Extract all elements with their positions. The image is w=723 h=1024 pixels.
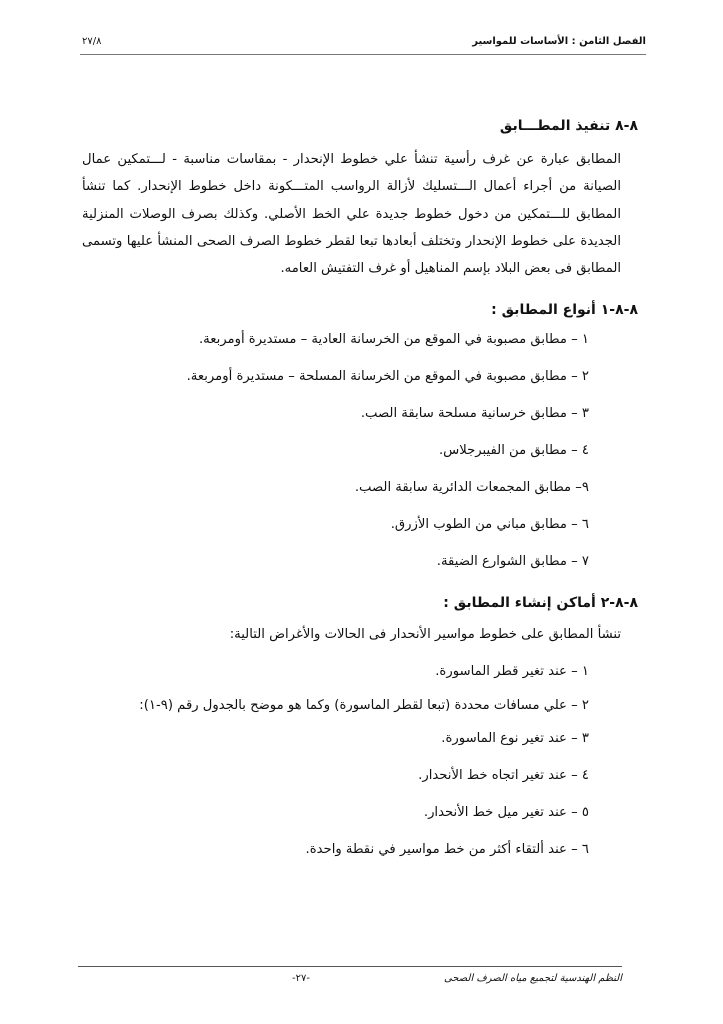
page-reference: ٢٧/٨: [82, 36, 102, 47]
list-item: ٦ – مطابق مباني من الطوب الأزرق.: [390, 517, 589, 533]
list-item: ٩– مطابق المجمعات الدائرية سابقة الصب.: [354, 480, 589, 496]
section-heading-manholes-construction: ٨-٨ تنفيذ المطـــابق: [499, 118, 638, 134]
section-intro: تنشأ المطابق على خطوط مواسير الأنحدار فى الحالات والأغراض التالية:: [229, 627, 621, 643]
list-item: ٣ – مطابق خرسانية مسلحة سابقة الصب.: [360, 406, 589, 422]
list-item: ٦ – عند ألتقاء أكثر من خط مواسير في نقطة واحدة.: [305, 842, 589, 858]
list-item: ٧ – مطابق الشوارع الضيقة.: [436, 554, 589, 570]
section-heading-manhole-types: ٨-٨-١ أنواع المطابق :: [491, 302, 638, 319]
book-title: النظم الهندسية لتجميع مياه الصرف الصحى: [443, 973, 622, 984]
list-item: ٢ – علي مسافات محددة (تبعا لقطر الماسورة) وكما هو موضح بالجدول رقم (٩-١):: [139, 698, 589, 714]
list-item: ٤ – عند تغير اتجاه خط الأنحدار.: [418, 768, 589, 784]
document-body: [82, 112, 638, 860]
page-header: [80, 34, 646, 55]
list-item: ٣ – عند تغير نوع الماسورة.: [441, 731, 589, 747]
section-heading-manhole-locations: ٨-٨-٢ أماكن إنشاء المطابق :: [443, 595, 638, 612]
list-item: ١ – عند تغير قطر الماسورة.: [435, 664, 589, 680]
list-item: ٢ – مطابق مصبوبة في الموقع من الخرسانة المسلحة – مستديرة أومربعة.: [186, 369, 589, 385]
section-paragraph: المطابق عبارة عن غرف رأسية تنشأ علي خطوط الإنحدار - بمقاسات مناسبة - لـــتمكين عمال الصيانة من أجراء أعمال الـــتسليك لأزالة الرواسب المتـــكونة داخل خطوط الإنحدار. كما تنشأ المطابق للـــتمكين من دخول خطوط جديدة علي الخط الأصلي. وكذلك بصرف الوصلات المنزلية الجديدة على خطوط الإنحدار وتختلف أبعادها تبعا لقطر خطوط الصرف الصحى المنشأ عليها وتسمى المطابق فى بعض البلاد بإسم المناهيل أو غرف التفتيش العامه.: [82, 152, 621, 277]
list-item: ٤ – مطابق من الفيبرجلاس.: [438, 443, 589, 459]
page-number: -٢٧-: [292, 973, 310, 984]
list-item: ٥ – عند تغير ميل خط الأنحدار.: [423, 805, 589, 821]
chapter-title: الفصل الثامن : الأساسات للمواسير: [472, 36, 646, 47]
list-item: ١ – مطابق مصبوبة في الموقع من الخرسانة العادية – مستديرة أومربعة.: [198, 332, 589, 348]
page-footer: [78, 966, 622, 997]
